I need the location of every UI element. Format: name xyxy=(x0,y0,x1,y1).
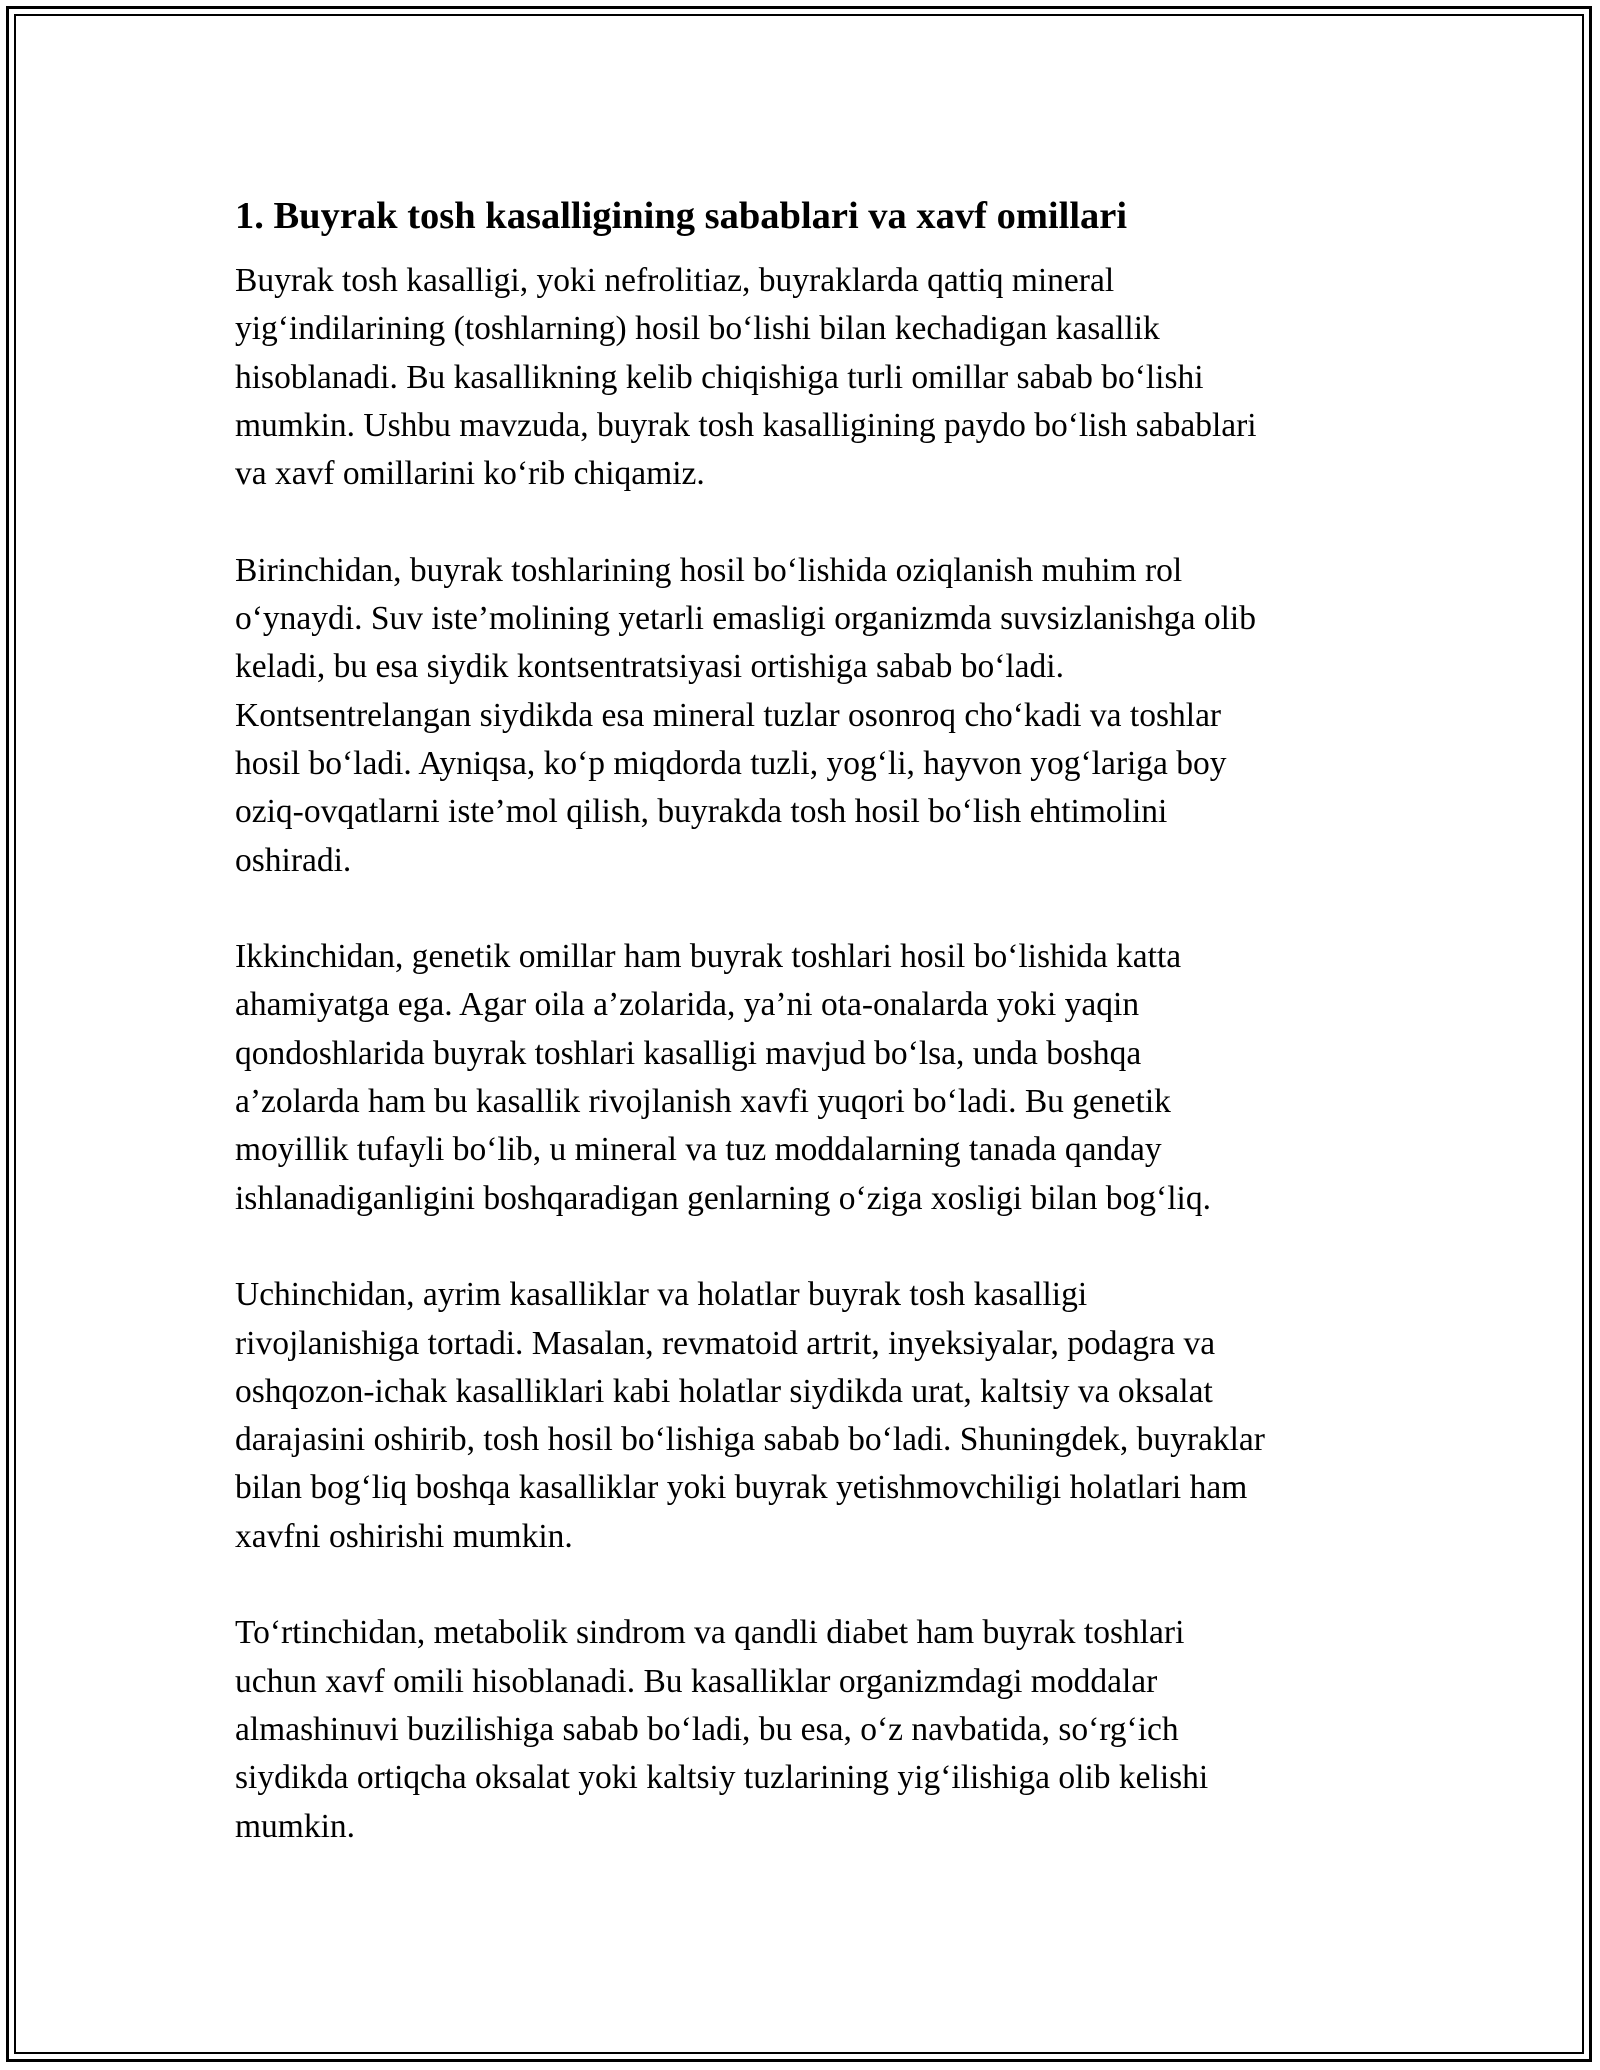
text-line: Buyrak tosh kasalligi, yoki nefrolitiaz, buyraklarda qattiq mineral xyxy=(235,262,1115,299)
text-line: mumkin. xyxy=(235,1807,356,1845)
text-line: xavfni oshirishi mumkin. xyxy=(235,1517,573,1555)
text-line: Ikkinchidan, genetik omillar ham buyrak toshlari hosil bo‘lishida katta xyxy=(235,938,1182,976)
text-line: o‘ynaydi. Suv iste’molining yetarli emasligi organizmda suvsizlanishga olib xyxy=(235,600,1256,638)
text-line: yig‘indilarining (toshlarning) hosil bo‘lishi bilan kechadigan kasallik xyxy=(235,310,1160,348)
text-line: bilan bog‘liq boshqa kasalliklar yoki buyrak yetishmovchiligi holatlari ham xyxy=(235,1469,1248,1507)
paragraph-third xyxy=(235,1271,1385,1561)
document-body xyxy=(235,185,1385,1899)
text-line: Kontsentrelangan siydikda esa mineral tuzlar osonroq cho‘kadi va toshlar xyxy=(235,696,1222,734)
text-line: siydikda ortiqcha oksalat yoki kaltsiy tuzlarining yig‘ilishiga olib kelishi xyxy=(235,1759,1209,1797)
paragraph-first xyxy=(235,547,1385,885)
text-line: oshiradi. xyxy=(235,841,352,879)
text-line: To‘rtinchidan, metabolik sindrom va qandli diabet ham buyrak toshlari xyxy=(235,1614,1185,1652)
text-line: a’zolarda ham bu kasallik rivojlanish xavfi yuqori bo‘ladi. Bu genetik xyxy=(235,1083,1171,1121)
text-line: ahamiyatga ega. Agar oila a’zolarida, ya’ni ota-onalarda yoki yaqin xyxy=(235,986,1140,1024)
text-line: moyillik tufayli bo‘lib, u mineral va tuz moddalarning tanada qanday xyxy=(235,1131,1162,1169)
text-line: mumkin. Ushbu mavzuda, buyrak tosh kasalligining paydo bo‘lish sabablari xyxy=(235,406,1257,444)
text-line: uchun xavf omili hisoblanadi. Bu kasalliklar organizmdagi moddalar xyxy=(235,1662,1158,1700)
text-line: va xavf omillarini ko‘rib chiqamiz. xyxy=(235,455,705,493)
text-line: Uchinchidan, ayrim kasalliklar va holatlar buyrak tosh kasalligi xyxy=(235,1276,1088,1314)
text-line: keladi, bu esa siydik kontsentratsiyasi ortishiga sabab bo‘ladi. xyxy=(235,648,1064,686)
paragraph-second xyxy=(235,933,1385,1223)
text-line: darajasini oshirib, tosh hosil bo‘lishiga sabab bo‘ladi. Shuningdek, buyraklar xyxy=(235,1421,1265,1459)
text-line: oshqozon-ichak kasalliklari kabi holatlar siydikda urat, kaltsiy va oksalat xyxy=(235,1372,1213,1410)
text-line: qondoshlarida buyrak toshlari kasalligi mavjud bo‘lsa, unda boshqa xyxy=(235,1034,1142,1072)
text-line: rivojlanishiga tortadi. Masalan, revmatoid artrit, inyeksiyalar, podagra va xyxy=(235,1324,1216,1362)
text-line: hosil bo‘ladi. Ayniqsa, ko‘p miqdorda tuzli, yog‘li, hayvon yog‘lariga boy xyxy=(235,744,1227,782)
text-line: ishlanadiganligini boshqaradigan genlarning o‘ziga xosligi bilan bog‘liq. xyxy=(235,1179,1211,1217)
text-line: oziq-ovqatlarni iste’mol qilish, buyrakda tosh hosil bo‘lish ehtimolini xyxy=(235,793,1168,831)
text-line: hisoblanadi. Bu kasallikning kelib chiqishiga turli omillar sabab bo‘lishi xyxy=(235,358,1204,396)
paragraph-intro xyxy=(235,257,1385,498)
paragraph-fourth xyxy=(235,1609,1385,1850)
text-line: Birinchidan, buyrak toshlarining hosil bo‘lishida oziqlanish muhim rol xyxy=(235,551,1183,589)
page-title: 1. Buyrak tosh kasalligining sabablari va xavf omillari xyxy=(235,195,1128,237)
text-line: almashinuvi buzilishiga sabab bo‘ladi, bu esa, o‘z navbatida, so‘rg‘ich xyxy=(235,1710,1179,1748)
